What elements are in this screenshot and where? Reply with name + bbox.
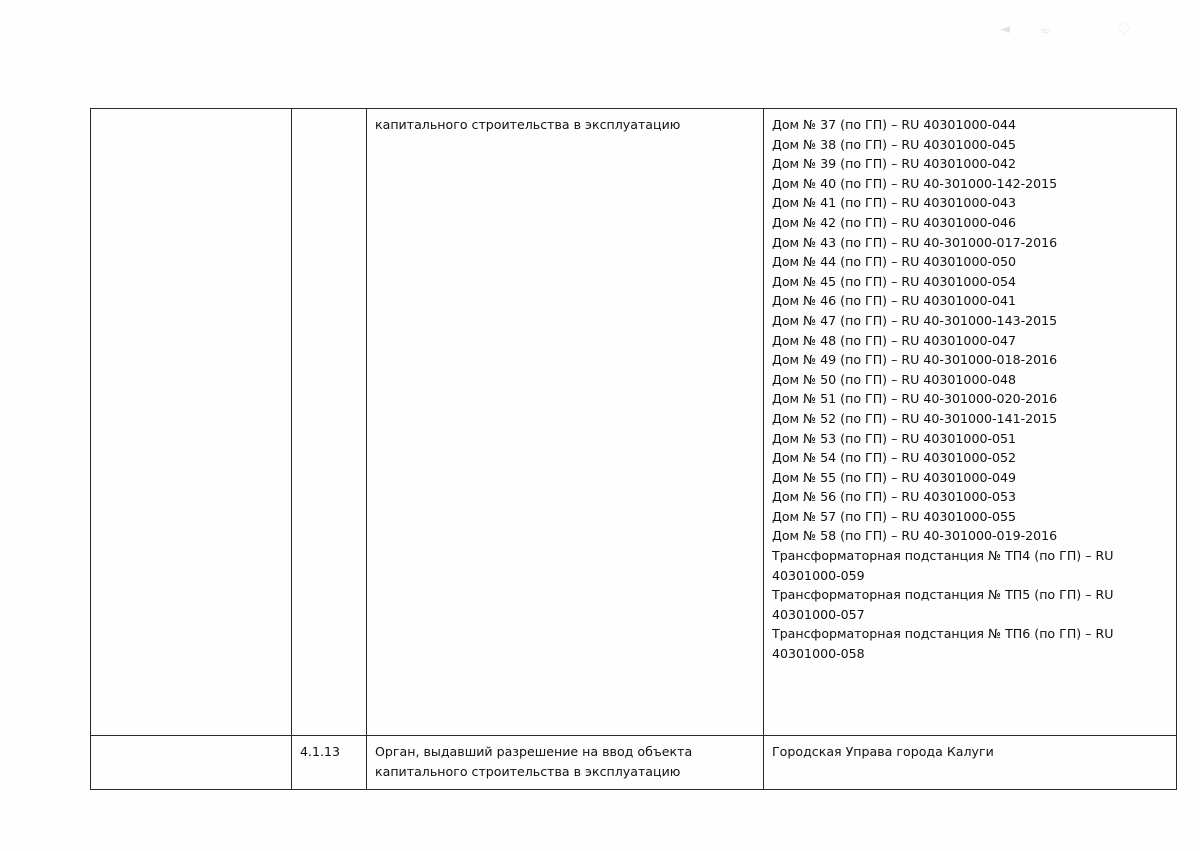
list-item: Дом № 51 (по ГП) – RU 40-301000-020-2016	[772, 391, 1058, 407]
list-item: Трансформаторная подстанция № ТП5 (по ГП) – RU 40301000-057	[772, 587, 1114, 622]
data-table	[90, 108, 1177, 790]
row-number-cell	[292, 109, 367, 736]
list-item: Дом № 47 (по ГП) – RU 40-301000-143-2015	[772, 312, 1058, 328]
list-item: Дом № 40 (по ГП) – RU 40-301000-142-2015	[772, 175, 1058, 191]
list-item: Городская Управа города Калуги	[772, 744, 994, 759]
row-left-blank-cell	[91, 736, 292, 790]
row-label-cell: капитального строительства в эксплуатацию	[367, 109, 764, 736]
list-item: Дом № 49 (по ГП) – RU 40-301000-018-2016	[772, 352, 1058, 368]
list-item: Дом № 39 (по ГП) – RU 40301000-042	[772, 156, 1017, 172]
list-item: Дом № 44 (по ГП) – RU 40301000-050	[772, 254, 1017, 270]
row-number-cell: 4.1.13	[292, 736, 367, 790]
table-row	[91, 736, 1177, 790]
list-item: Дом № 48 (по ГП) – RU 40301000-047	[772, 332, 1017, 348]
list-item: Трансформаторная подстанция № ТП6 (по ГП) – RU 40301000-058	[772, 626, 1114, 662]
list-item: Дом № 57 (по ГП) – RU 40301000-055	[772, 508, 1017, 524]
scan-artifact-icon: ◌	[1118, 20, 1131, 35]
list-item: Дом № 53 (по ГП) – RU 40301000-051	[772, 430, 1017, 446]
row-label-cell: Орган, выдавший разрешение на ввод объекта капитального строительства в эксплуатацию	[367, 736, 764, 790]
list-item: Дом № 43 (по ГП) – RU 40-301000-017-2016	[772, 234, 1058, 250]
row-left-blank-cell	[91, 109, 292, 736]
list-item: Дом № 50 (по ГП) – RU 40301000-048	[772, 371, 1017, 387]
scan-artifact-icon: ◄	[1000, 22, 1011, 37]
list-item: Дом № 56 (по ГП) – RU 40301000-053	[772, 489, 1017, 505]
list-item: Дом № 37 (по ГП) – RU 40301000-044	[772, 117, 1017, 132]
list-item: Дом № 41 (по ГП) – RU 40301000-043	[772, 195, 1017, 211]
row-value-cell	[764, 109, 1177, 736]
list-item: Трансформаторная подстанция № ТП4 (по ГП) – RU 40301000-059	[772, 548, 1114, 583]
list-item: Дом № 45 (по ГП) – RU 40301000-054	[772, 273, 1017, 289]
list-item: Дом № 42 (по ГП) – RU 40301000-046	[772, 214, 1017, 230]
table-row	[91, 109, 1177, 736]
list-item: Дом № 38 (по ГП) – RU 40301000-045	[772, 136, 1017, 152]
list-item: Дом № 58 (по ГП) – RU 40-301000-019-2016	[772, 528, 1058, 544]
list-item: Дом № 55 (по ГП) – RU 40301000-049	[772, 469, 1017, 485]
scan-artifact-icon: ≈	[1040, 24, 1052, 39]
list-item: Дом № 54 (по ГП) – RU 40301000-052	[772, 450, 1017, 466]
row-value-cell	[764, 736, 1177, 790]
list-item: Дом № 52 (по ГП) – RU 40-301000-141-2015	[772, 410, 1058, 426]
list-item: Дом № 46 (по ГП) – RU 40301000-041	[772, 293, 1017, 309]
